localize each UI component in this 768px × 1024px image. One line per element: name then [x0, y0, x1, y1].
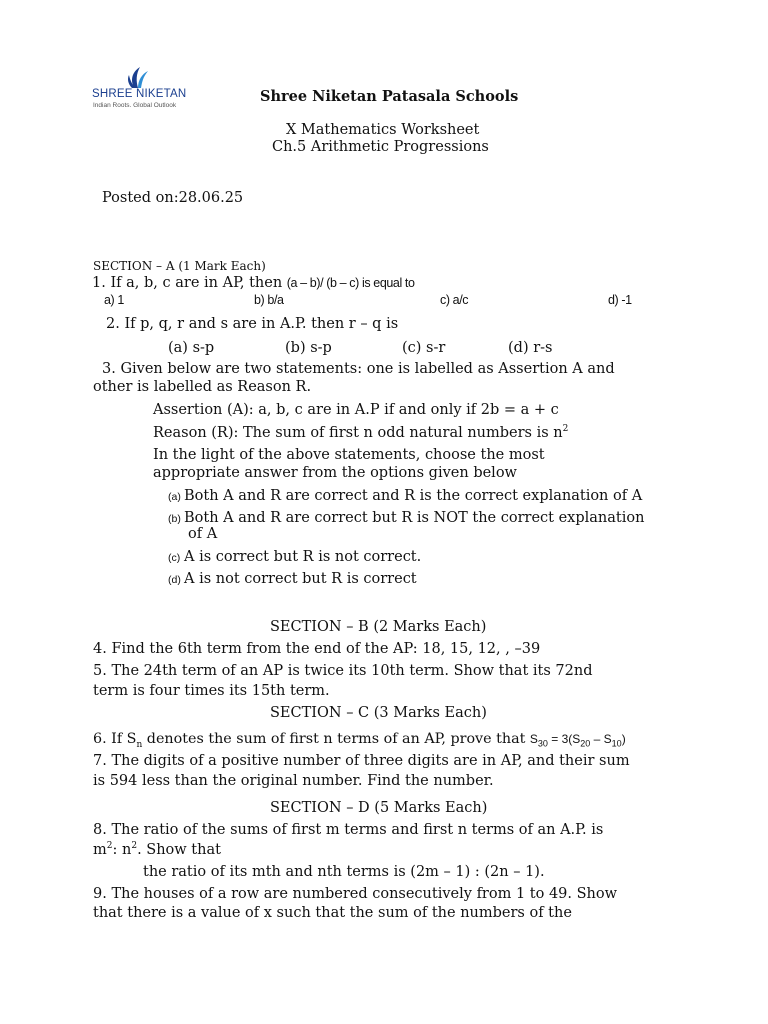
q8-m: m — [93, 841, 107, 858]
question-4: 4. Find the 6th term from the end of the AP: 18, 15, 12, , –39 — [93, 641, 541, 657]
q3-option-d-mark: (d) — [168, 574, 181, 586]
q3-option-b-mark: (b) — [168, 513, 181, 525]
question-1-text: 1. If a, b, c are in AP, then — [92, 275, 287, 291]
expr-s: S — [529, 732, 538, 746]
reason-statement — [153, 424, 568, 441]
q2-option-d: (d) r-s — [508, 340, 553, 356]
chapter-title: Ch.5 Arithmetic Progressions — [272, 139, 489, 155]
question-1 — [92, 275, 415, 291]
question-3-line-2: other is labelled as Reason R. — [93, 379, 312, 395]
reason-exponent: 2 — [562, 424, 569, 434]
q3-option-c-text: A is correct but R is not correct. — [184, 549, 422, 565]
assertion-statement: Assertion (A): a, b, c are in A.P if and only if 2b = a + c — [153, 402, 559, 418]
section-d-title: SECTION – D (5 Marks Each) — [270, 800, 488, 816]
question-5-line-2: term is four times its 15th term. — [93, 683, 330, 699]
q3-option-b — [168, 510, 644, 526]
q1-option-d: d) -1 — [608, 293, 632, 307]
school-logo — [92, 66, 204, 116]
question-7-line-1: 7. The digits of a positive number of three digits are in AP, and their sum — [93, 753, 630, 769]
expr-part-d: ) — [621, 732, 626, 746]
q3-option-d-text: A is not correct but R is correct — [184, 571, 417, 587]
school-title: Shree Niketan Patasala Schools — [260, 88, 519, 105]
worksheet-title: X Mathematics Worksheet — [286, 122, 480, 138]
question-6-sub-n: n — [136, 739, 143, 750]
q8-m-exponent: 2 — [106, 841, 113, 851]
q1-option-c: c) a/c — [440, 293, 469, 307]
instruction-line-2: appropriate answer from the options given below — [153, 465, 517, 481]
q8-show-that: . Show that — [137, 841, 221, 858]
expr-part-b: = 3(S — [547, 732, 581, 746]
q3-option-d — [168, 571, 417, 587]
expr-sub-10: 10 — [611, 738, 622, 749]
question-7-line-2: is 594 less than the original number. Find the number. — [93, 773, 494, 789]
posted-date: Posted on:28.06.25 — [102, 190, 244, 206]
logo-tagline: Indian Roots. Global Outlook — [93, 102, 177, 109]
q8-n: : n — [112, 841, 132, 858]
q3-option-a-text: Both A and R are correct and R is the correct explanation of A — [184, 488, 643, 504]
q2-option-c: (c) s-r — [402, 340, 446, 356]
q2-option-b: (b) s-p — [285, 340, 332, 356]
q3-option-c — [168, 549, 421, 565]
question-6-lead: 6. If S — [93, 731, 137, 747]
question-9-line-2: that there is a value of x such that the sum of the numbers of the — [93, 905, 572, 921]
expr-part-c: – S — [590, 732, 612, 746]
question-6-text: denotes the sum of first n terms of an AP, prove that — [142, 731, 530, 747]
logo-brand-text: SHREE NIKETAN — [92, 88, 187, 100]
leaf-logo-icon — [124, 66, 154, 90]
section-b-title: SECTION – B (2 Marks Each) — [270, 619, 487, 635]
q1-option-a: a) 1 — [104, 293, 124, 307]
q8-n-exponent: 2 — [131, 841, 138, 851]
q3-option-b-continued: of A — [188, 526, 218, 542]
q3-option-a — [168, 488, 642, 504]
question-9-line-1: 9. The houses of a row are numbered consecutively from 1 to 49. Show — [93, 886, 618, 902]
question-1-expression: (a – b)/ (b – c) is equal to — [286, 276, 415, 290]
question-5-line-1: 5. The 24th term of an AP is twice its 10th term. Show that its 72nd — [93, 663, 593, 679]
q3-option-a-mark: (a) — [168, 491, 181, 503]
question-8-line-3: the ratio of its mth and nth terms is (2m – 1) : (2n – 1). — [143, 864, 545, 880]
question-6-expression — [529, 732, 626, 749]
q3-option-c-mark: (c) — [168, 552, 181, 564]
reason-text: Reason (R): The sum of first n odd natural numbers is n — [153, 424, 563, 441]
question-2: 2. If p, q, r and s are in A.P. then r – q is — [106, 316, 399, 332]
q2-option-a: (a) s-p — [168, 340, 215, 356]
q3-option-b-text: Both A and R are correct but R is NOT the correct explanation — [184, 510, 645, 526]
section-a-title: SECTION – A (1 Mark Each) — [93, 259, 266, 273]
q1-option-b: b) b/a — [254, 293, 284, 307]
question-6 — [93, 731, 626, 750]
question-8-line-2 — [93, 841, 221, 858]
expr-sub-20: 20 — [580, 738, 591, 749]
instruction-line-1: In the light of the above statements, choose the most — [153, 447, 545, 463]
question-8-line-1: 8. The ratio of the sums of first m terms and first n terms of an A.P. is — [93, 822, 604, 838]
section-c-title: SECTION – C (3 Marks Each) — [270, 705, 487, 721]
expr-sub-30: 30 — [537, 738, 548, 749]
question-3-line-1: 3. Given below are two statements: one is labelled as Assertion A and — [102, 361, 615, 377]
